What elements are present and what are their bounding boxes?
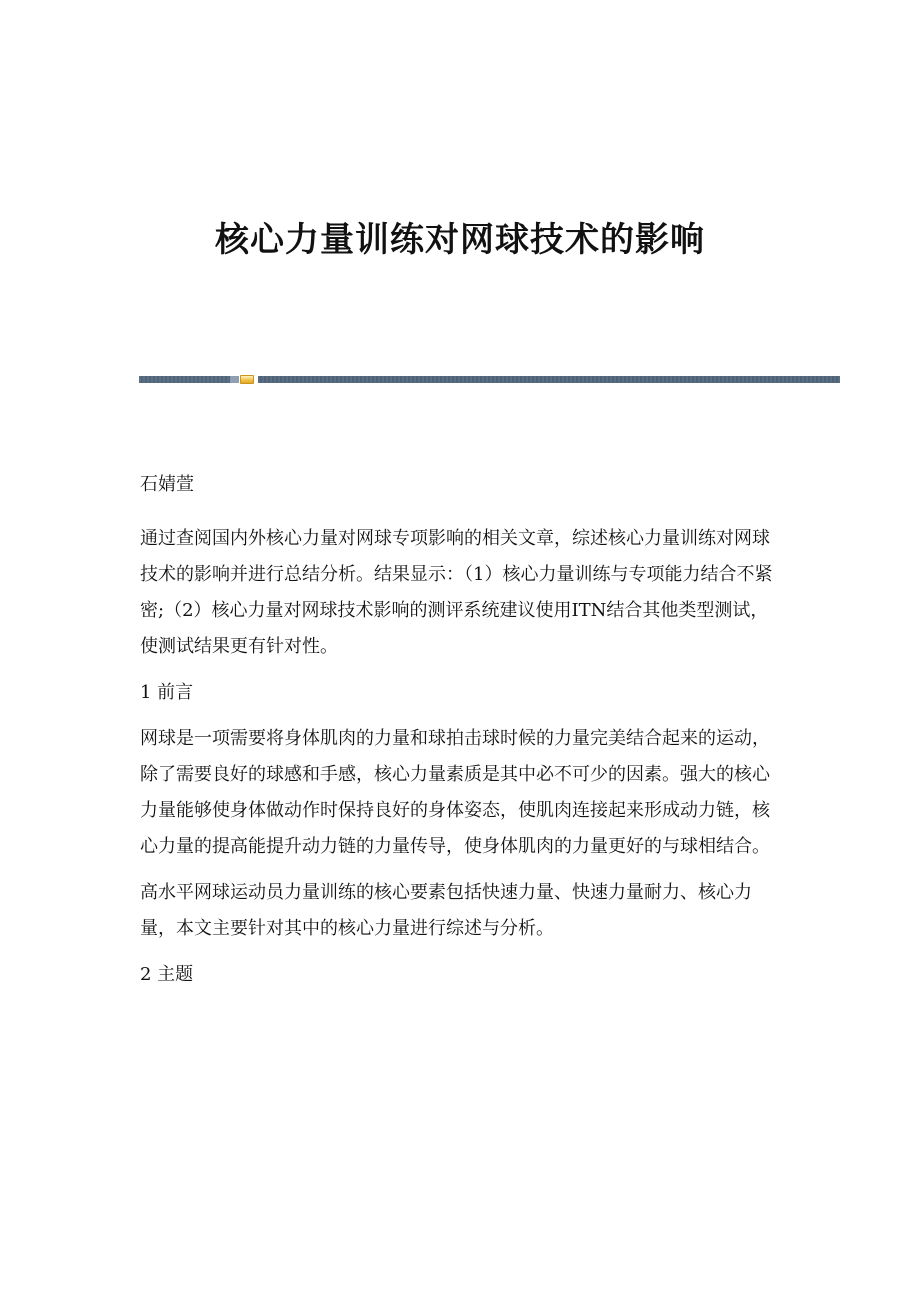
divider-bar-gap: [230, 376, 239, 383]
abstract-paragraph: 通过查阅国内外核心力量对网球专项影响的相关文章，综述核心力量训练对网球技术的影响并进行总结分析。结果显示：（1）核心力量训练与专项能力结合不紧密;（2）核心力量对网球技术影响的测评系统建议使用ITN结合其他类型测试，使测试结果更有针对性。: [140, 528, 773, 657]
title-divider: [139, 375, 840, 384]
divider-gem-icon: [240, 375, 254, 384]
document-title: 核心力量训练对网球技术的影响: [215, 220, 705, 260]
divider-bar-left: [139, 376, 230, 383]
introduction-paragraph-2: 高水平网球运动员力量训练的核心要素包括快速力量、快速力量耐力、核心力量，本文主要针对其中的核心力量进行综述与分析。: [140, 882, 752, 939]
divider-bar-right: [258, 376, 840, 383]
author-name: 石婧萱: [140, 474, 194, 495]
document-body: [140, 472, 785, 1003]
section-heading-introduction: 1 前言: [140, 682, 194, 703]
section-heading-main-topic: 2 主题: [140, 964, 194, 985]
introduction-paragraph-1: 网球是一项需要将身体肌肉的力量和球拍击球时候的力量完美结合起来的运动，除了需要良好的球感和手感，核心力量素质是其中必不可少的因素。强大的核心力量能够使身体做动作时保持良好的身体姿态，使肌肉连接起来形成动力链，核心力量的提高能提升动力链的力量传导，使身体肌肉的力量更好的与球相结合。: [140, 728, 770, 857]
